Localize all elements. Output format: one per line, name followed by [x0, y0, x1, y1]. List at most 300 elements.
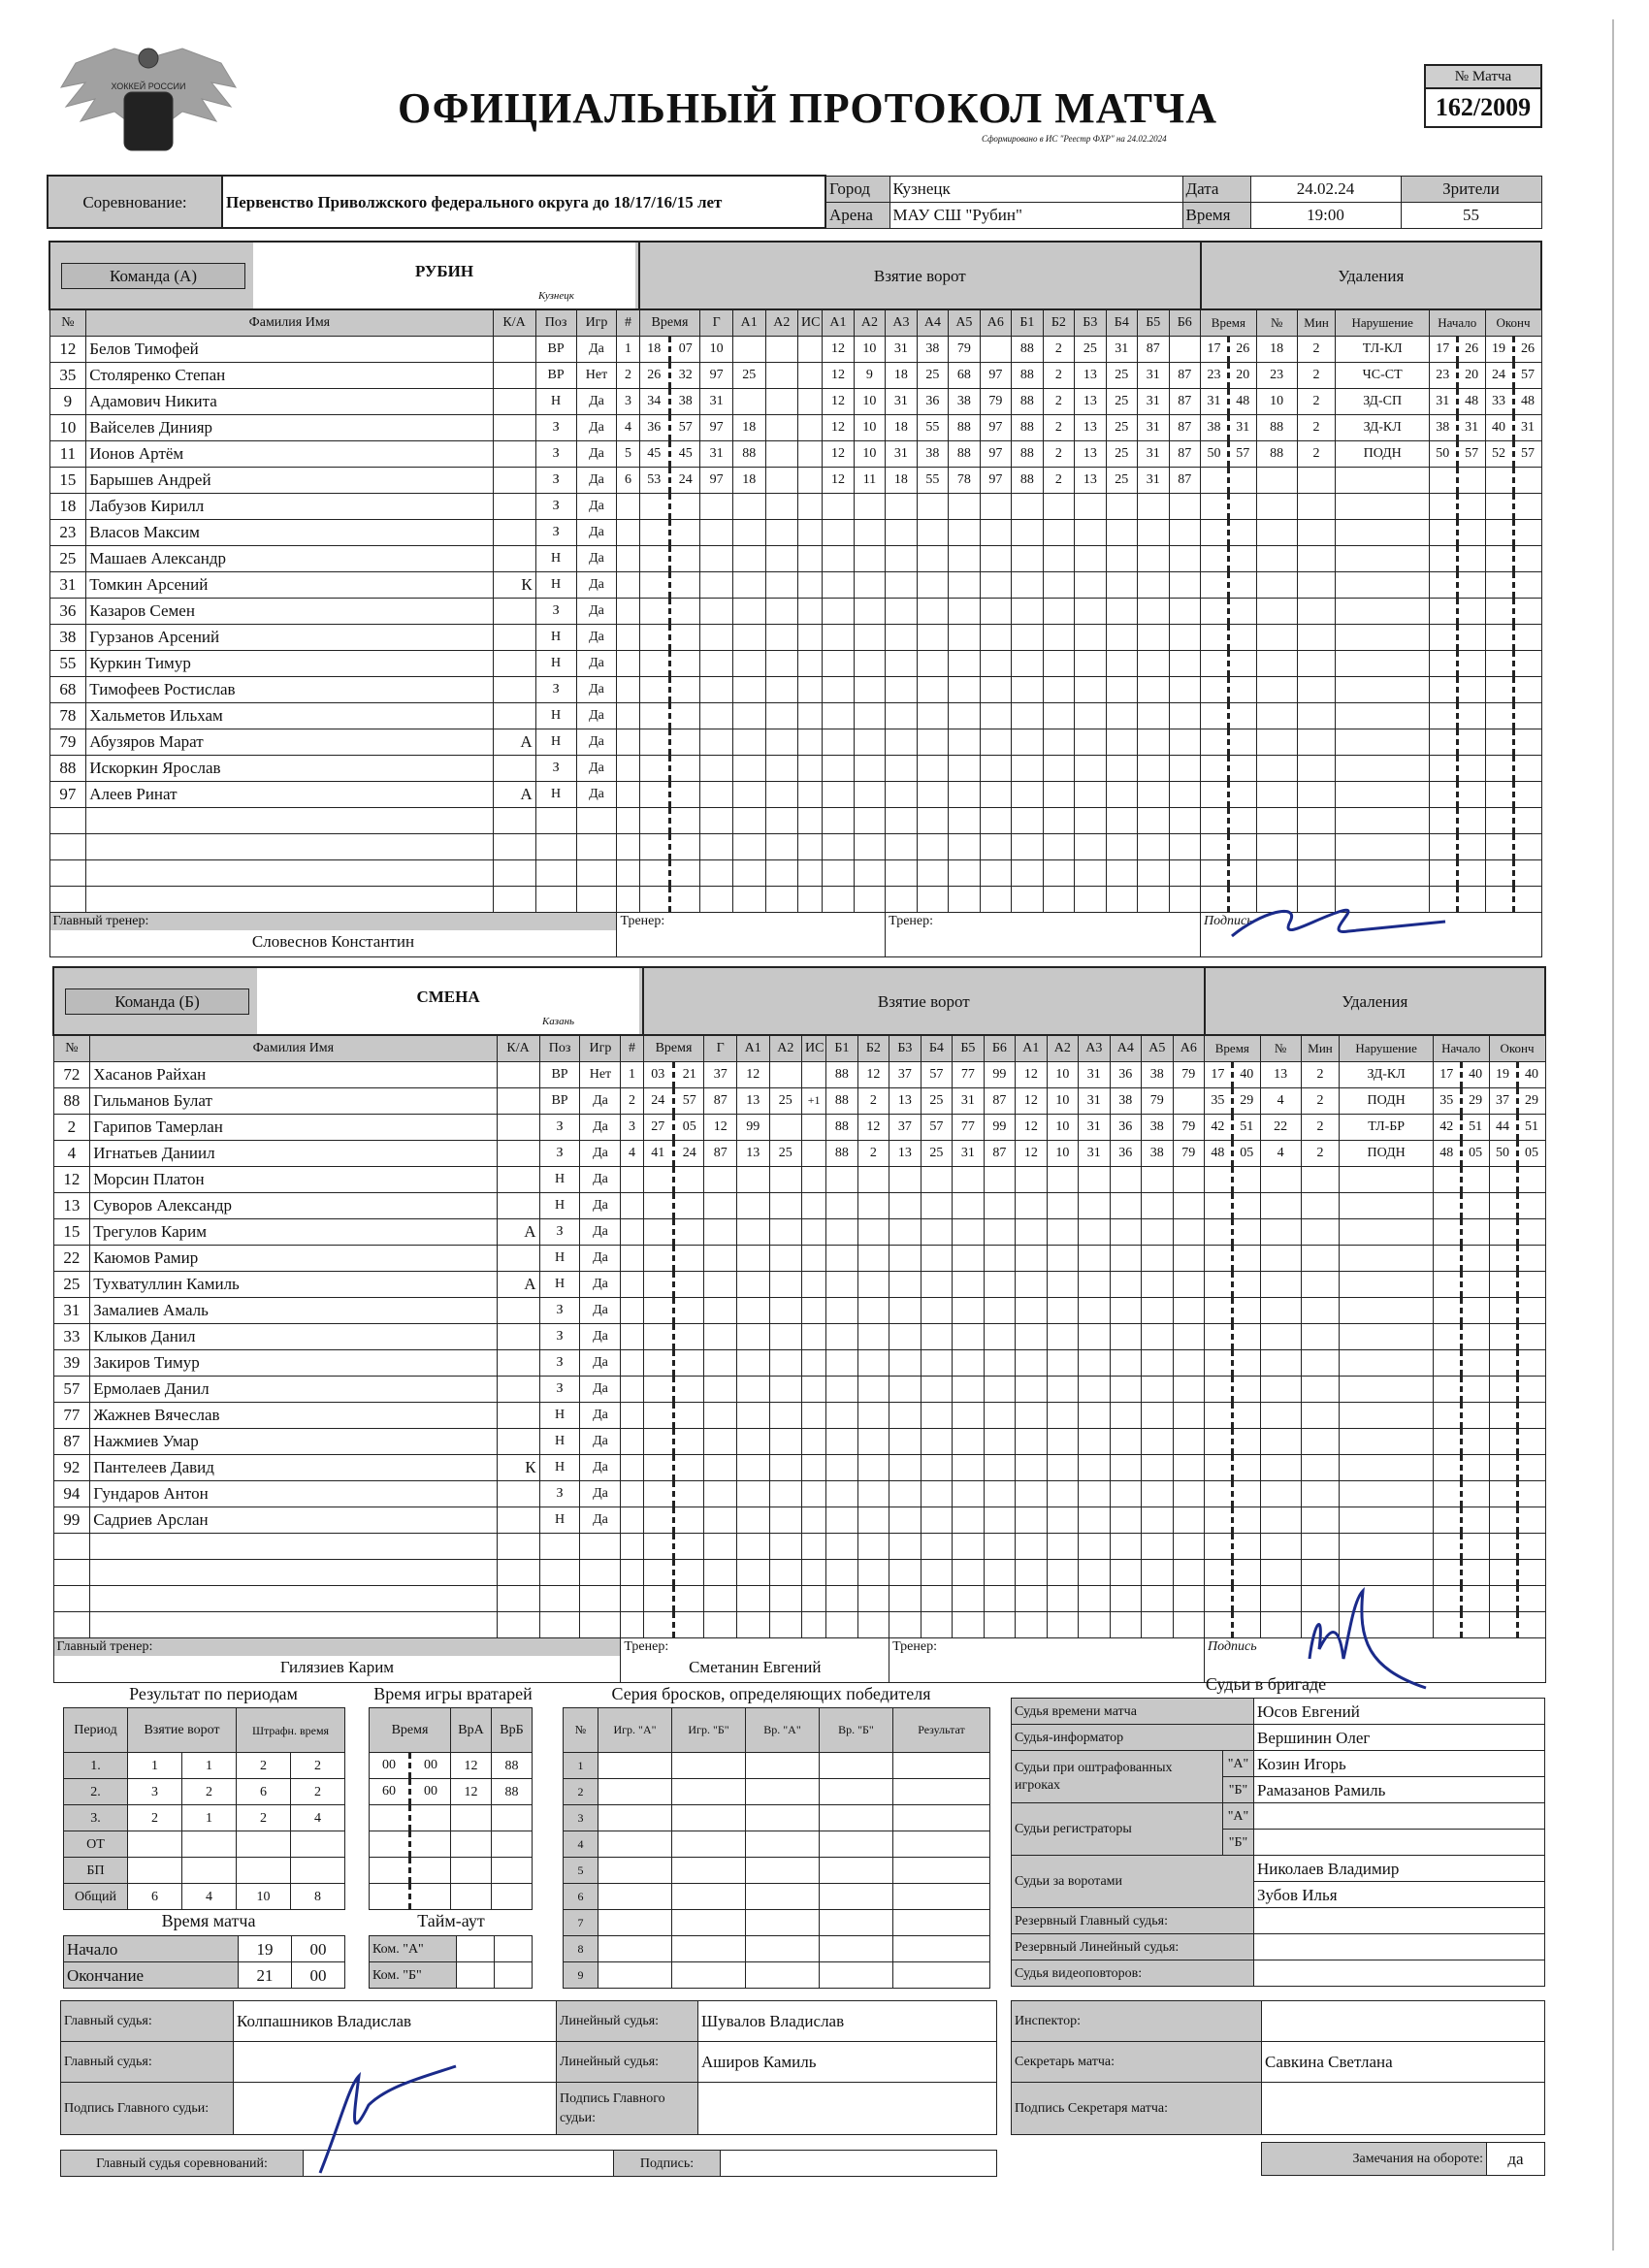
teamB-col-25: Мин	[1301, 1035, 1340, 1061]
teamA-col-2: К/А	[493, 309, 535, 336]
shootout-row	[564, 1910, 990, 1936]
gk-time	[370, 1884, 451, 1910]
goal-opp: 31	[1079, 1114, 1110, 1140]
pen-player: 10	[1256, 388, 1297, 414]
goal-opp: 31	[1079, 1140, 1110, 1166]
competition: Первенство Приволжского федерального округа до 18/17/16/15 лет	[222, 176, 825, 228]
player-name: Тимофеев Ростислав	[86, 676, 493, 702]
main-judge-1: Колпашников Владислав	[234, 2001, 557, 2042]
goal-opp: 31	[1079, 1087, 1110, 1114]
teamA-row	[49, 598, 1541, 624]
goal-onice: 79	[980, 388, 1011, 414]
time-judge-label: Судья времени матча	[1012, 1699, 1254, 1725]
goal-scorer: 31	[700, 388, 733, 414]
goal-opp: 25	[1106, 414, 1137, 440]
player-ka	[497, 1507, 539, 1533]
pen-violation: ЗД-КЛ	[1336, 414, 1429, 440]
player-ka: К	[497, 1454, 539, 1480]
period-goals-a: 1	[128, 1753, 182, 1779]
player-ka	[497, 1323, 539, 1349]
teamA-col-23: Время	[1201, 309, 1257, 336]
player-ka	[497, 1061, 539, 1087]
chief-table	[60, 2150, 997, 2177]
player-play: Да	[580, 1454, 621, 1480]
player-play	[576, 859, 617, 886]
player-ka	[497, 1402, 539, 1428]
pen-tag-b: "Б"	[1223, 1777, 1254, 1803]
player-ka	[497, 1192, 539, 1218]
goal-is	[798, 388, 823, 414]
period-goals-col: Взятие ворот	[128, 1708, 237, 1753]
pen-player: 22	[1260, 1114, 1301, 1140]
player-ka	[497, 1585, 539, 1611]
shootout-num: 5	[564, 1858, 598, 1884]
goal-onice: 37	[889, 1114, 921, 1140]
player-pos: Н	[539, 1166, 580, 1192]
period-goals-b: 1	[182, 1805, 237, 1831]
teamA-col-19: Б3	[1075, 309, 1106, 336]
player-name: Тухватуллин Камиль	[90, 1271, 497, 1297]
goal-opp: 38	[1110, 1087, 1141, 1114]
sig-main-label-1: Подпись Главного судьи:	[61, 2083, 234, 2135]
teamB-row	[53, 1061, 1545, 1087]
goal-opp: 38	[1142, 1140, 1173, 1166]
goal-onice: 12	[823, 362, 854, 388]
goal-opp: 79	[1173, 1114, 1205, 1140]
shootout-row	[564, 1858, 990, 1884]
period-goals-a	[128, 1831, 182, 1858]
main-judge-label-1: Главный судья:	[61, 2001, 234, 2042]
shootout-row	[564, 1884, 990, 1910]
timeout-table	[369, 1935, 533, 1989]
shootout-row	[564, 1753, 990, 1779]
inspector-table	[1011, 2000, 1545, 2083]
goal-onice: 99	[984, 1061, 1015, 1087]
teamA-table	[48, 241, 1542, 957]
player-play	[576, 886, 617, 912]
goal-opp: 88	[1012, 467, 1043, 493]
goal-scorer: 87	[704, 1140, 737, 1166]
player-play: Да	[576, 571, 617, 598]
period-goals-b: 1	[182, 1753, 237, 1779]
period-pen-b: 2	[291, 1779, 345, 1805]
gk-b	[492, 1805, 533, 1831]
player-ka	[493, 362, 535, 388]
player-ka	[493, 467, 535, 493]
gk-a-col: ВрА	[451, 1708, 492, 1753]
player-name: Куркин Тимур	[86, 650, 493, 676]
pen-player: 4	[1260, 1140, 1301, 1166]
period-name: 1.	[64, 1753, 128, 1779]
pen-min: 2	[1297, 440, 1336, 467]
period-goals-a: 3	[128, 1779, 182, 1805]
teamB-goals-header: Взятие ворот	[643, 967, 1204, 1035]
teamB-col-24: №	[1260, 1035, 1301, 1061]
goal-onice: 55	[917, 467, 948, 493]
gk-a	[451, 1831, 492, 1858]
period-name: 2.	[64, 1779, 128, 1805]
teamA-row	[49, 571, 1541, 598]
teamA-name: РУБИН	[253, 243, 635, 308]
goal-opp: 25	[1106, 467, 1137, 493]
shootout-num: 7	[564, 1910, 598, 1936]
teamA-col-13: А3	[886, 309, 917, 336]
teamA-col-25: Мин	[1297, 309, 1336, 336]
signature-label: Подпись	[1204, 913, 1253, 928]
player-pos: З	[539, 1218, 580, 1245]
player-pos	[535, 886, 576, 912]
teamB-col-11: Б1	[826, 1035, 857, 1061]
player-ka	[493, 807, 535, 833]
player-ka	[497, 1114, 539, 1140]
goal-opp: 31	[1138, 414, 1169, 440]
player-play: Да	[576, 545, 617, 571]
pen-start: 50 57	[1429, 440, 1485, 467]
pen-min: 2	[1301, 1061, 1340, 1087]
player-play: Да	[576, 702, 617, 729]
player-ka	[497, 1428, 539, 1454]
teamA-col-3: Поз	[535, 309, 576, 336]
coach1: Сметанин Евгений	[689, 1657, 822, 1676]
goal-judge-1: Николаев Владимир	[1254, 1856, 1545, 1882]
player-play: Да	[576, 624, 617, 650]
goal-num: 4	[617, 414, 639, 440]
teamB-header	[53, 967, 643, 1035]
goal-opp: 88	[1012, 414, 1043, 440]
player-pos: З	[535, 755, 576, 781]
goal-time: 18 07	[639, 336, 700, 362]
arena: МАУ СШ "Рубин"	[889, 202, 1182, 228]
player-name: Клыков Данил	[90, 1323, 497, 1349]
player-name: Ермолаев Данил	[90, 1376, 497, 1402]
coach2-label: Тренер:	[889, 913, 933, 928]
goal-onice: 87	[984, 1087, 1015, 1114]
generated-note: Сформировано в ИС "Реестр ФХР" на 24.02.2024	[982, 134, 1167, 144]
goal-onice: 36	[917, 388, 948, 414]
line-judge-1: Шувалов Владислав	[698, 2001, 997, 2042]
pen-min: 2	[1297, 336, 1336, 362]
teamA-row	[49, 493, 1541, 519]
goal-onice: 38	[917, 336, 948, 362]
teamB-row	[53, 1114, 1545, 1140]
goal-a1: 13	[736, 1087, 769, 1114]
teamA-col-21: Б5	[1138, 309, 1169, 336]
player-number: 92	[53, 1454, 90, 1480]
info-table	[47, 175, 1542, 229]
pen-judges-label: Судьи при оштрафованных игроках	[1012, 1751, 1223, 1803]
goal-a1	[732, 336, 765, 362]
period-goals-a: 6	[128, 1884, 182, 1910]
player-ka	[497, 1087, 539, 1114]
goal-opp: 25	[1075, 336, 1106, 362]
goal-num: 4	[621, 1140, 643, 1166]
goal-onice: 57	[921, 1061, 952, 1087]
gk-b	[492, 1858, 533, 1884]
head-coach: Словеснов Константин	[251, 931, 415, 951]
gk-time	[370, 1831, 451, 1858]
goal-onice: 77	[953, 1114, 984, 1140]
period-pen-a: 10	[237, 1884, 291, 1910]
signature-label: Подпись	[1208, 1638, 1257, 1654]
reserve-line-label: Резервный Линейный судья:	[1012, 1934, 1254, 1960]
player-ka	[493, 755, 535, 781]
teamB-col-20: А4	[1110, 1035, 1141, 1061]
goal-a2	[765, 388, 798, 414]
goal-opp	[1169, 336, 1201, 362]
player-name	[90, 1559, 497, 1585]
player-name: Машаев Александр	[86, 545, 493, 571]
player-name: Хасанов Райхан	[90, 1061, 497, 1087]
goal-a2	[765, 336, 798, 362]
teamB-col-7: Г	[704, 1035, 737, 1061]
goal-opp: 2	[1043, 388, 1074, 414]
goal-opp: 88	[1012, 440, 1043, 467]
teamB-col-8: А1	[736, 1035, 769, 1061]
shootout-num: 4	[564, 1831, 598, 1858]
notes-value: да	[1487, 2143, 1545, 2176]
goal-onice: 97	[980, 440, 1011, 467]
teamB-col-26: Нарушение	[1340, 1035, 1433, 1061]
sig-secretary-label: Подпись Секретаря матча:	[1012, 2083, 1262, 2135]
teamB-pens-header: Удаления	[1205, 967, 1545, 1035]
teamB-col-1: Фамилия Имя	[90, 1035, 497, 1061]
shootout-col-5: Результат	[893, 1708, 990, 1753]
player-pos: З	[539, 1297, 580, 1323]
player-pos: З	[535, 519, 576, 545]
player-play: Да	[580, 1402, 621, 1428]
gk-row	[370, 1805, 533, 1831]
gk-a	[451, 1884, 492, 1910]
pen-min: 2	[1297, 414, 1336, 440]
pen-time: 31 48	[1201, 388, 1257, 414]
head-coach-label: Главный тренер:	[50, 913, 617, 930]
goal-onice: 10	[854, 336, 885, 362]
player-name: Замалиев Амаль	[90, 1297, 497, 1323]
player-number: 9	[49, 388, 86, 414]
player-name: Алеев Ринат	[86, 781, 493, 807]
goal-scorer: 12	[704, 1114, 737, 1140]
shootout-row	[564, 1831, 990, 1858]
pen-tag-a: "А"	[1223, 1751, 1254, 1777]
player-number: 25	[53, 1271, 90, 1297]
pen-time: 17 40	[1205, 1061, 1261, 1087]
teamB-col-19: А3	[1079, 1035, 1110, 1061]
player-pos: З	[535, 676, 576, 702]
goal-onice: 97	[980, 467, 1011, 493]
coach1-label: Тренер:	[624, 1638, 669, 1654]
shootout-row	[564, 1779, 990, 1805]
teamA-col-22: Б6	[1169, 309, 1201, 336]
player-name: Искоркин Ярослав	[86, 755, 493, 781]
goal-opp: 13	[1075, 362, 1106, 388]
goal-num: 2	[621, 1087, 643, 1114]
player-ka: К	[493, 571, 535, 598]
pen-end: 50 05	[1489, 1140, 1545, 1166]
period-goals-b	[182, 1858, 237, 1884]
teamA-coach1-cell	[617, 912, 886, 956]
chief-judge-label: Главный судья соревнований:	[61, 2151, 304, 2177]
player-number: 15	[53, 1218, 90, 1245]
player-name	[86, 859, 493, 886]
teamA-row	[49, 781, 1541, 807]
goal-onice: 25	[921, 1087, 952, 1114]
pen-judge-b: Рамазанов Рамиль	[1254, 1777, 1545, 1803]
teamA-col-4: Игр	[576, 309, 617, 336]
teamB-col-0: №	[53, 1035, 90, 1061]
player-name: Ионов Артём	[86, 440, 493, 467]
goal-opp: 25	[1106, 388, 1137, 414]
goal-onice: 31	[953, 1087, 984, 1114]
player-ka: А	[497, 1271, 539, 1297]
player-name: Морсин Платон	[90, 1166, 497, 1192]
teamB-col-14: Б4	[921, 1035, 952, 1061]
player-number: 88	[53, 1087, 90, 1114]
shootout-title: Серия бросков, определяющих победителя	[611, 1684, 931, 1703]
shootout-table	[563, 1707, 990, 1989]
goal-is: +1	[802, 1087, 826, 1114]
period-pen-col: Штрафн. время	[237, 1708, 345, 1753]
player-number: 57	[53, 1376, 90, 1402]
teamB-city: Казань	[542, 1015, 575, 1027]
goal-is	[798, 414, 823, 440]
teamB-col-17: А1	[1016, 1035, 1047, 1061]
gk-b: 88	[492, 1779, 533, 1805]
player-pos: ВР	[539, 1087, 580, 1114]
goal-opp: 2	[1043, 362, 1074, 388]
player-ka	[493, 859, 535, 886]
shootout-col-0: №	[564, 1708, 598, 1753]
player-ka	[497, 1611, 539, 1637]
teamA-row	[49, 336, 1541, 362]
gk-row	[370, 1858, 533, 1884]
teamB-row	[53, 1454, 1545, 1480]
player-play: Да	[580, 1428, 621, 1454]
teamA-row	[49, 676, 1541, 702]
player-play: Да	[580, 1376, 621, 1402]
goal-scorer: 97	[700, 414, 733, 440]
line-judge-label-1: Линейный судья:	[557, 2001, 698, 2042]
gk-a	[451, 1805, 492, 1831]
player-play: Да	[580, 1114, 621, 1140]
player-play: Да	[576, 467, 617, 493]
player-pos	[539, 1533, 580, 1559]
player-play: Да	[576, 493, 617, 519]
player-name	[90, 1611, 497, 1637]
teamA-row	[49, 467, 1541, 493]
pen-player: 4	[1260, 1087, 1301, 1114]
player-play: Да	[580, 1297, 621, 1323]
player-ka: А	[493, 781, 535, 807]
goal-onice: 25	[917, 362, 948, 388]
player-number: 79	[49, 729, 86, 755]
period-row	[64, 1779, 345, 1805]
timeout-a-label: Ком. "А"	[370, 1936, 457, 1962]
teamB-col-6: Время	[643, 1035, 704, 1061]
pen-time: 48 05	[1205, 1140, 1261, 1166]
gk-time-col: Время	[370, 1708, 451, 1753]
goal-opp: 13	[1075, 388, 1106, 414]
player-number: 15	[49, 467, 86, 493]
goal-opp: 88	[1012, 362, 1043, 388]
player-number: 25	[49, 545, 86, 571]
goal-scorer: 87	[704, 1087, 737, 1114]
gk-a: 12	[451, 1753, 492, 1779]
matchtime-title: Время матча	[161, 1911, 256, 1930]
player-pos: Н	[535, 702, 576, 729]
gk-row	[370, 1884, 533, 1910]
teamB-col-15: Б5	[953, 1035, 984, 1061]
player-ka	[493, 624, 535, 650]
player-number: 94	[53, 1480, 90, 1507]
player-ka	[497, 1376, 539, 1402]
player-pos: З	[535, 467, 576, 493]
player-play: Да	[576, 676, 617, 702]
shootout-num: 8	[564, 1936, 598, 1962]
teamB-row	[53, 1349, 1545, 1376]
teamB-col-4: Игр	[580, 1035, 621, 1061]
player-number: 36	[49, 598, 86, 624]
teamB-col-9: А2	[769, 1035, 802, 1061]
goal-time: 53 24	[639, 467, 700, 493]
player-pos: Н	[535, 545, 576, 571]
goal-opp: 87	[1169, 414, 1201, 440]
goal-a2	[769, 1114, 802, 1140]
goal-judge-2: Зубов Илья	[1254, 1882, 1545, 1908]
teamB-row	[53, 1480, 1545, 1507]
player-pos: З	[535, 414, 576, 440]
city-label: Город	[825, 176, 889, 202]
pen-start: 17 26	[1429, 336, 1485, 362]
goal-opp: 12	[1016, 1061, 1047, 1087]
player-name: Белов Тимофей	[86, 336, 493, 362]
goal-time: 36 57	[639, 414, 700, 440]
goal-num: 3	[617, 388, 639, 414]
teamB-col-5: #	[621, 1035, 643, 1061]
line-judge-label-2: Линейный судья:	[557, 2042, 698, 2083]
player-name: Лабузов Кирилл	[86, 493, 493, 519]
pen-start: 31 48	[1429, 388, 1485, 414]
goal-onice: 13	[889, 1140, 921, 1166]
goal-onice: 38	[949, 388, 980, 414]
main-refs-table	[60, 2000, 997, 2083]
gk-time	[370, 1858, 451, 1884]
player-play: Да	[576, 729, 617, 755]
pen-player: 88	[1256, 440, 1297, 467]
player-play: Да	[576, 388, 617, 414]
player-play: Да	[580, 1507, 621, 1533]
player-play: Да	[576, 755, 617, 781]
teamA-col-18: Б2	[1043, 309, 1074, 336]
player-number: 12	[53, 1166, 90, 1192]
player-pos: З	[539, 1140, 580, 1166]
teamA-row	[49, 729, 1541, 755]
player-play: Нет	[576, 362, 617, 388]
match-start-h: 19	[239, 1936, 292, 1962]
player-pos: З	[539, 1480, 580, 1507]
teamA-col-26: Нарушение	[1336, 309, 1429, 336]
goal-onice: 12	[857, 1114, 889, 1140]
city: Кузнецк	[889, 176, 1182, 202]
period-row	[64, 1884, 345, 1910]
player-number: 72	[53, 1061, 90, 1087]
main-judge-label-2: Главный судья:	[61, 2042, 234, 2083]
goal-onice: 18	[886, 414, 917, 440]
goal-a1: 18	[732, 467, 765, 493]
player-ka	[497, 1480, 539, 1507]
goal-onice: 99	[984, 1114, 1015, 1140]
goal-onice: 78	[949, 467, 980, 493]
teamA-head-coach-cell	[49, 912, 617, 956]
